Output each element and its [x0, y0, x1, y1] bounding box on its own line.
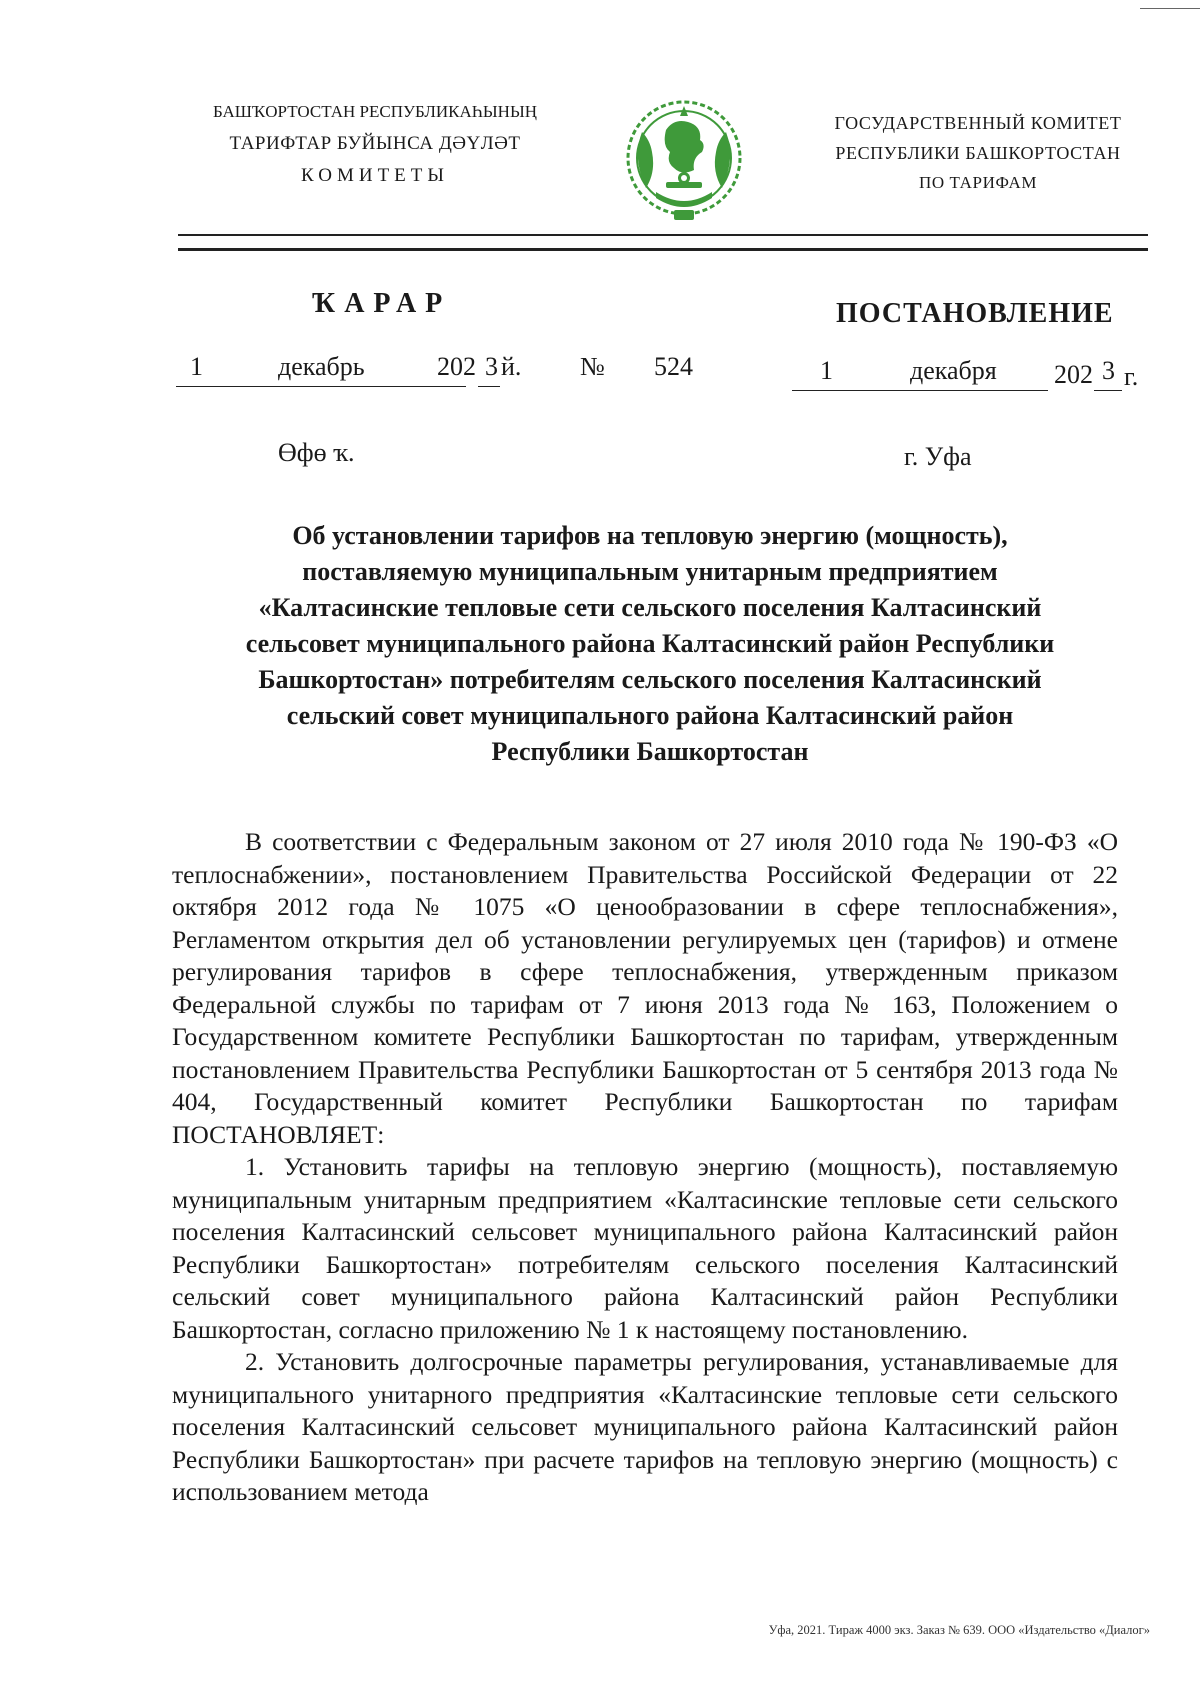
date-russian-month: декабря — [910, 356, 997, 385]
title-line: Республики Башкортостан — [491, 737, 809, 766]
title-line: Башкортостан» потребителям сельского поселения Калтасинский — [258, 665, 1042, 694]
date-russian-year-underline — [1094, 390, 1122, 391]
document-title — [180, 518, 1120, 770]
header-bashkir-line1: БАШҠОРТОСТАН РЕСПУБЛИКАҺЫНЫҢ — [212, 102, 538, 121]
scan-edge-line — [1140, 8, 1200, 9]
doc-type-russian: ПОСТАНОВЛЕНИЕ — [836, 298, 1114, 329]
header-divider-thick — [178, 248, 1148, 251]
header-bashkir — [150, 96, 600, 192]
doc-type-bashkir: ҠАРАР — [312, 288, 452, 319]
title-line: поставляемую муниципальным унитарным предприятием — [302, 557, 998, 586]
city-russian: г. Уфа — [904, 442, 972, 471]
date-russian-day: 1 — [820, 356, 833, 385]
body-preamble: В соответствии с Федеральным законом от 27 июля 2010 года № 190-ФЗ «О теплоснабжении», постановлением Правительства Российской Федерации от 22 октября 2012 года № 1075 «О ценообразовании в сфере теплоснабжения», Регламентом открытия дел об установлении регулируемых цен (тарифов) и отмене регулирования тарифов в сфере теплоснабжения, утвержденным приказом Федеральной службы по тарифам от 7 июня 2013 года № 163, Положением о Государственном комитете Республики Башкортостан по тарифам, утвержденным постановлением Правительства Республики Башкортостан от 5 сентября 2013 года № 404, Государственный комитет Республики Башкортостан по тарифам ПОСТАНОВЛЯЕТ: — [172, 827, 1118, 1149]
date-bashkir-year-underline — [478, 386, 500, 387]
header-bashkir-line3: КОМИТЕТЫ — [301, 165, 449, 186]
document-number: 524 — [654, 352, 693, 381]
header-russian-line1: ГОСУДАРСТВЕННЫЙ КОМИТЕТ — [834, 113, 1122, 133]
header-bashkir-line2: ТАРИФТАР БУЙЫНСА ДӘҮЛӘТ — [229, 133, 521, 154]
title-line: Об установлении тарифов на тепловую энергию (мощность), — [292, 521, 1008, 550]
city-bashkir: Өфө ҡ. — [278, 438, 355, 467]
number-sign: № — [580, 352, 605, 381]
title-line: сельский совет муниципального района Калтасинский район — [286, 701, 1014, 730]
header-russian-line2: РЕСПУБЛИКИ БАШКОРТОСТАН — [835, 143, 1121, 163]
title-line: сельсовет муниципального района Калтасинский район Республики — [245, 629, 1055, 658]
date-bashkir-month: декабрь — [278, 352, 365, 381]
date-bashkir-suffix: й. — [501, 352, 522, 381]
date-russian-year-digit: 3 — [1102, 356, 1115, 385]
title-line: «Калтасинские тепловые сети сельского поселения Калтасинский — [258, 593, 1042, 622]
date-bashkir-underline — [176, 386, 466, 387]
date-russian-suffix: г. — [1124, 362, 1139, 391]
date-bashkir-year-digit: 3 — [485, 352, 498, 381]
date-russian-underline — [792, 390, 1048, 391]
header-russian — [778, 108, 1178, 198]
date-russian-year-prefix: 202 — [1054, 360, 1093, 389]
body-item-2: 2. Установить долгосрочные параметры регулирования, устанавливаемые для муниципального унитарного предприятия «Калтасинские тепловые сети сельского поселения Калтасинский сельсовет муниципального района Калтасинский район Республики Башкортостан» при расчете тарифов на тепловую энергию (мощность) с использованием метода — [172, 1347, 1118, 1506]
header-russian-line3: ПО ТАРИФАМ — [918, 173, 1038, 192]
date-bashkir-day: 1 — [190, 352, 203, 381]
header-divider-thin — [178, 234, 1148, 236]
document-body — [172, 826, 1118, 1509]
body-item-1: 1. Установить тарифы на тепловую энергию (мощность), поставляемую муниципальным унитарным предприятием «Калтасинские тепловые сети сельского поселения Калтасинский сельсовет муниципального района Калтасинский район Республики Башкортостан» потребителям сельского поселения Калтасинский сельский совет муниципального района Калтасинский район Республики Башкортостан, согласно приложению № 1 к настоящему постановлению. — [172, 1152, 1118, 1344]
print-footer: Уфа, 2021. Тираж 4000 экз. Заказ № 639. ООО «Издательство «Диалог» — [768, 1623, 1150, 1637]
bashkortostan-emblem-icon — [622, 92, 746, 228]
date-bashkir-year-prefix: 202 — [437, 352, 476, 381]
